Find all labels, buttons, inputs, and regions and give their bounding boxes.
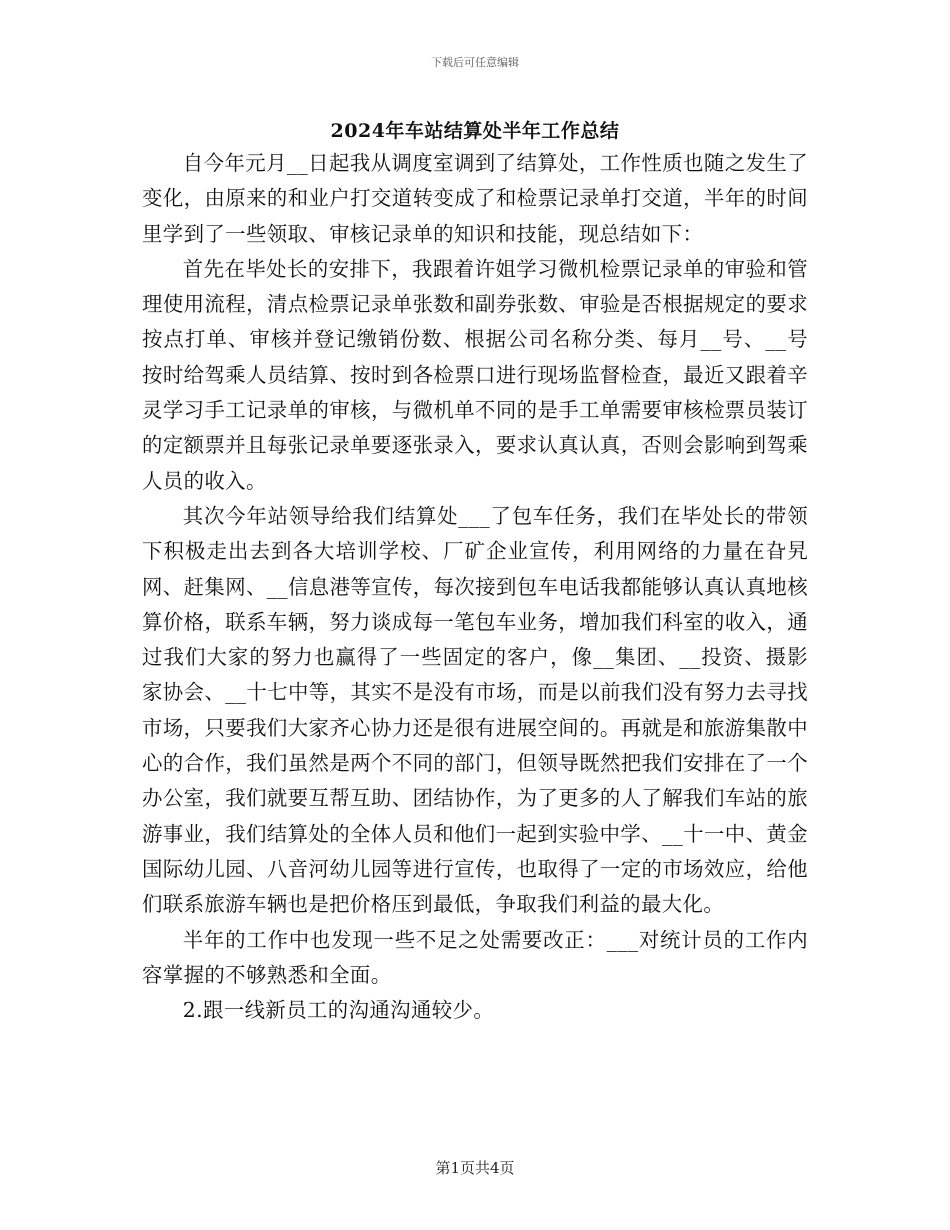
document-body (142, 146, 808, 1028)
paragraph-first: 首先在毕处长的安排下，我跟着许姐学习微机检票记录单的审验和管理使用流程，清点检票记录单张数和副券张数、审验是否根据规定的要求按点打单、审核并登记缴销份数、根据公司名称分类、每月__号、__号按时给驾乘人员结算、按时到各检票口进行现场监督检查，最近又跟着辛灵学习手工记录单的审核，与微机单不同的是手工单需要审核检票员装订的定额票并且每张记录单要逐张录入，要求认真认真，否则会影响到驾乘人员的收入。 (142, 256, 808, 493)
page-number: 第1页共4页 (435, 1159, 515, 1177)
paragraph-shortcomings: 半年的工作中也发现一些不足之处需要改正：___对统计员的工作内容掌握的不够熟悉和全面。 (142, 927, 808, 987)
page-header-note: 下载后可任意编辑 (431, 56, 519, 69)
paragraph-item-2: 2.跟一线新员工的沟通沟通较少。 (182, 998, 495, 1023)
paragraph-intro: 自今年元月__日起我从调度室调到了结算处，工作性质也随之发生了变化，由原来的和业户打交道转变成了和检票记录单打交道，半年的时间里学到了一些领取、审核记录单的知识和技能，现总结如下： (142, 151, 808, 246)
paragraph-second: 其次今年站领导给我们结算处___了包车任务，我们在毕处长的带领下积极走出去到各大培训学校、厂矿企业宣传，利用网络的力量在旮旯网、赶集网、__信息港等宣传，每次接到包车电话我都能够认真认真地核算价格，联系车辆，努力谈成每一笔包车业务，增加我们科室的收入，通过我们大家的努力也赢得了一些固定的客户，像__集团、__投资、摄影家协会、__十七中等，其实不是没有市场，而是以前我们没有努力去寻找市场，只要我们大家齐心协力还是很有进展空间的。再就是和旅游集散中心的合作，我们虽然是两个不同的部门，但领导既然把我们安排在了一个办公室，我们就要互帮互助、团结协作，为了更多的人了解我们车站的旅游事业，我们结算处的全体人员和他们一起到实验中学、__十一中、黄金国际幼儿园、八音河幼儿园等进行宣传，也取得了一定的市场效应，给他们联系旅游车辆也是把价格压到最低，争取我们利益的最大化。 (142, 503, 808, 917)
document-title: 2024年车站结算处半年工作总结 (330, 120, 620, 142)
